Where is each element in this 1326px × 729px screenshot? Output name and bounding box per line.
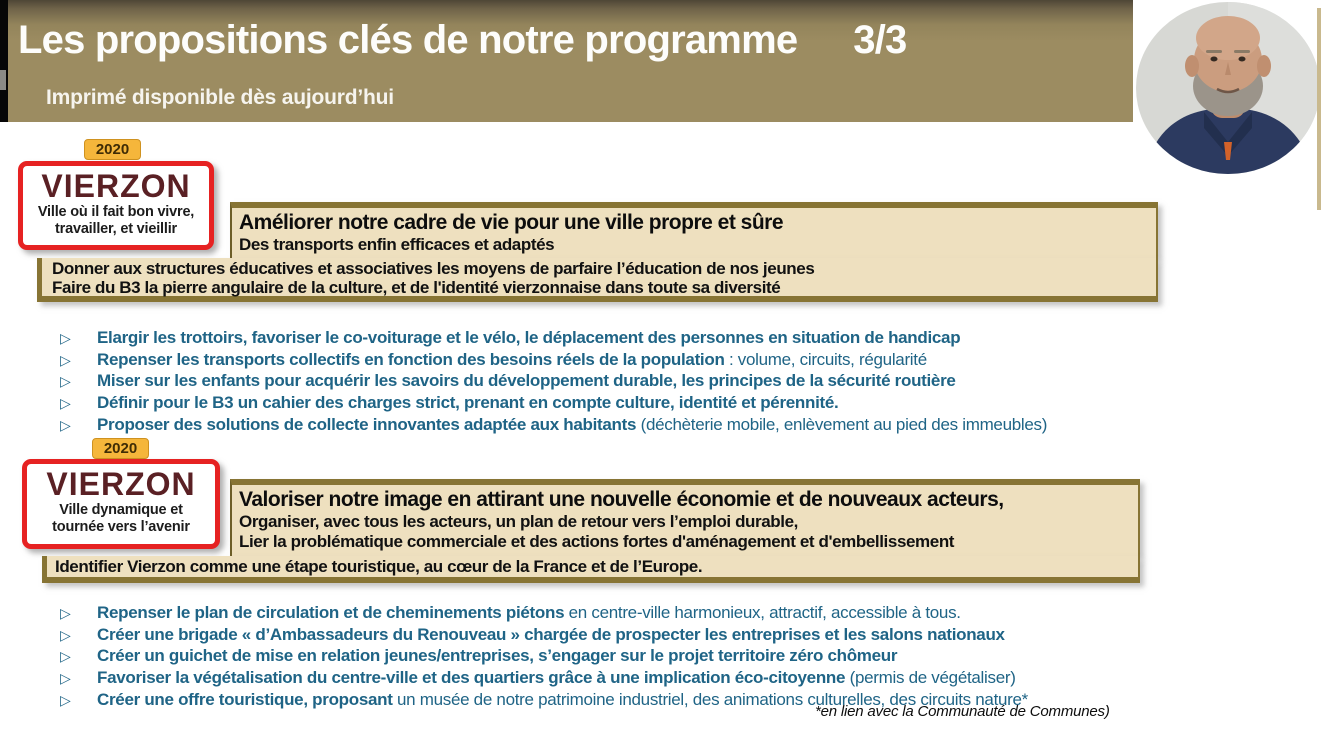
logo-tagline-line1: Ville dynamique et: [59, 501, 183, 518]
presenter-photo: [1136, 2, 1320, 174]
arrow-bullet-icon: ▷: [60, 351, 71, 368]
arrow-bullet-icon: ▷: [60, 395, 71, 412]
proposal-subline: Donner aux structures éducatives et associatives les moyens de parfaire l’éducation de nos jeunes: [52, 259, 815, 278]
bullet-text: Elargir les trottoirs, favoriser le co-voiturage et le vélo, le déplacement des personnes en situation de handicap: [97, 328, 961, 347]
bullet-text-secondary: un musée de notre patrimoine industriel, des animations culturelles, des circuits nature*: [392, 689, 1028, 709]
window-edge-artifact: [0, 0, 8, 122]
slide-edge-line: [1317, 8, 1321, 210]
vierzon-logo-2: [22, 459, 220, 549]
list-item: [58, 667, 1028, 689]
proposal-subline: Faire du B3 la pierre angulaire de la culture, et de l'identité vierzonnaise dans toute sa diversité: [52, 278, 781, 297]
bullet-text: Proposer des solutions de collecte innovantes adaptée aux habitants: [97, 414, 637, 434]
logo-tagline-line2: travailler, et vieillir: [55, 220, 177, 237]
list-item: [58, 392, 1047, 414]
list-item: [58, 327, 1047, 349]
bullet-text: Repenser les transports collectifs en fonction des besoins réels de la population: [97, 349, 725, 369]
page-indicator: 3/3: [853, 18, 907, 62]
bullet-text-secondary: (permis de végétaliser): [845, 668, 1016, 688]
list-item: [58, 349, 1047, 371]
bullet-list-1: [58, 327, 1047, 436]
proposal-box-2-header: [230, 479, 1140, 556]
logo-tagline-line2: tournée vers l’avenir: [52, 518, 190, 535]
proposal-subline: Organiser, avec tous les acteurs, un plan de retour vers l’emploi durable,: [239, 512, 798, 531]
vierzon-logo-1: [18, 161, 214, 250]
year-badge: 2020: [84, 139, 141, 160]
list-item: [58, 624, 1028, 646]
arrow-bullet-icon: ▷: [60, 416, 71, 433]
list-item: [58, 414, 1047, 436]
logo-wordmark: VIERZON: [46, 466, 196, 502]
arrow-bullet-icon: ▷: [60, 330, 71, 346]
bullet-text-secondary: (déchèterie mobile, enlèvement au pied des immeubles): [636, 414, 1048, 434]
bullet-text: Créer un guichet de mise en relation jeunes/entreprises, s’engager sur le projet territoire zéro chômeur: [97, 646, 898, 666]
bullet-text: Créer une brigade « d’Ambassadeurs du Renouveau » chargée de prospecter les entreprises et les salons nationaux: [97, 624, 1005, 644]
arrow-bullet-icon: ▷: [60, 648, 71, 665]
footnote: *en lien avec la Communauté de Communes): [815, 703, 1110, 720]
list-item: [58, 602, 1028, 624]
proposal-box-2-body: [42, 556, 1140, 583]
page-title: Les propositions clés de notre programme: [18, 18, 798, 62]
title-banner: [0, 0, 1133, 122]
arrow-bullet-icon: ▷: [60, 626, 71, 643]
proposal-heading: Valoriser notre image en attirant une nouvelle économie et de nouveaux acteurs,: [239, 488, 1004, 511]
bullet-text: Créer une offre touristique, proposant: [97, 689, 393, 709]
banner-subtitle: Imprimé disponible dès aujourd’hui: [46, 86, 394, 109]
proposal-box-1-header: [230, 202, 1158, 258]
proposal-subline: Lier la problématique commerciale et des actions fortes d'aménagement et d'embellissement: [239, 532, 955, 551]
window-edge-mark: [0, 70, 6, 90]
bullet-text: Repenser le plan de circulation et de cheminements piétons: [97, 603, 565, 622]
bullet-list-2: [58, 602, 1028, 711]
bullet-text-secondary: : volume, circuits, régularité: [724, 349, 927, 369]
arrow-bullet-icon: ▷: [60, 691, 71, 708]
logo-tagline-line1: Ville où il fait bon vivre,: [37, 203, 195, 220]
proposal-subline: Des transports enfin efficaces et adaptés: [239, 235, 555, 254]
proposal-subline: Identifier Vierzon comme une étape touristique, au cœur de la France et de l’Europe.: [55, 557, 703, 576]
bullet-text: Favoriser la végétalisation du centre-ville et des quartiers grâce à une implication éco-citoyenne: [97, 668, 846, 688]
year-badge: 2020: [92, 438, 149, 459]
arrow-bullet-icon: ▷: [60, 670, 71, 687]
list-item: [58, 370, 1047, 392]
presenter-portrait-illustration: [1136, 2, 1320, 174]
list-item: [58, 645, 1028, 667]
arrow-bullet-icon: ▷: [60, 605, 71, 621]
logo-wordmark: VIERZON: [41, 168, 191, 204]
bullet-text-secondary: en centre-ville harmonieux, attractif, accessible à tous.: [564, 603, 961, 622]
bullet-text: Définir pour le B3 un cahier des charges strict, prenant en compte culture, identité et pérennité.: [97, 393, 839, 413]
arrow-bullet-icon: ▷: [60, 373, 71, 390]
proposal-heading: Améliorer notre cadre de vie pour une ville propre et sûre: [239, 211, 784, 234]
bullet-text: Miser sur les enfants pour acquérir les savoirs du développement durable, les principes de la sécurité routière: [97, 371, 956, 391]
proposal-box-1-body: [37, 258, 1158, 302]
